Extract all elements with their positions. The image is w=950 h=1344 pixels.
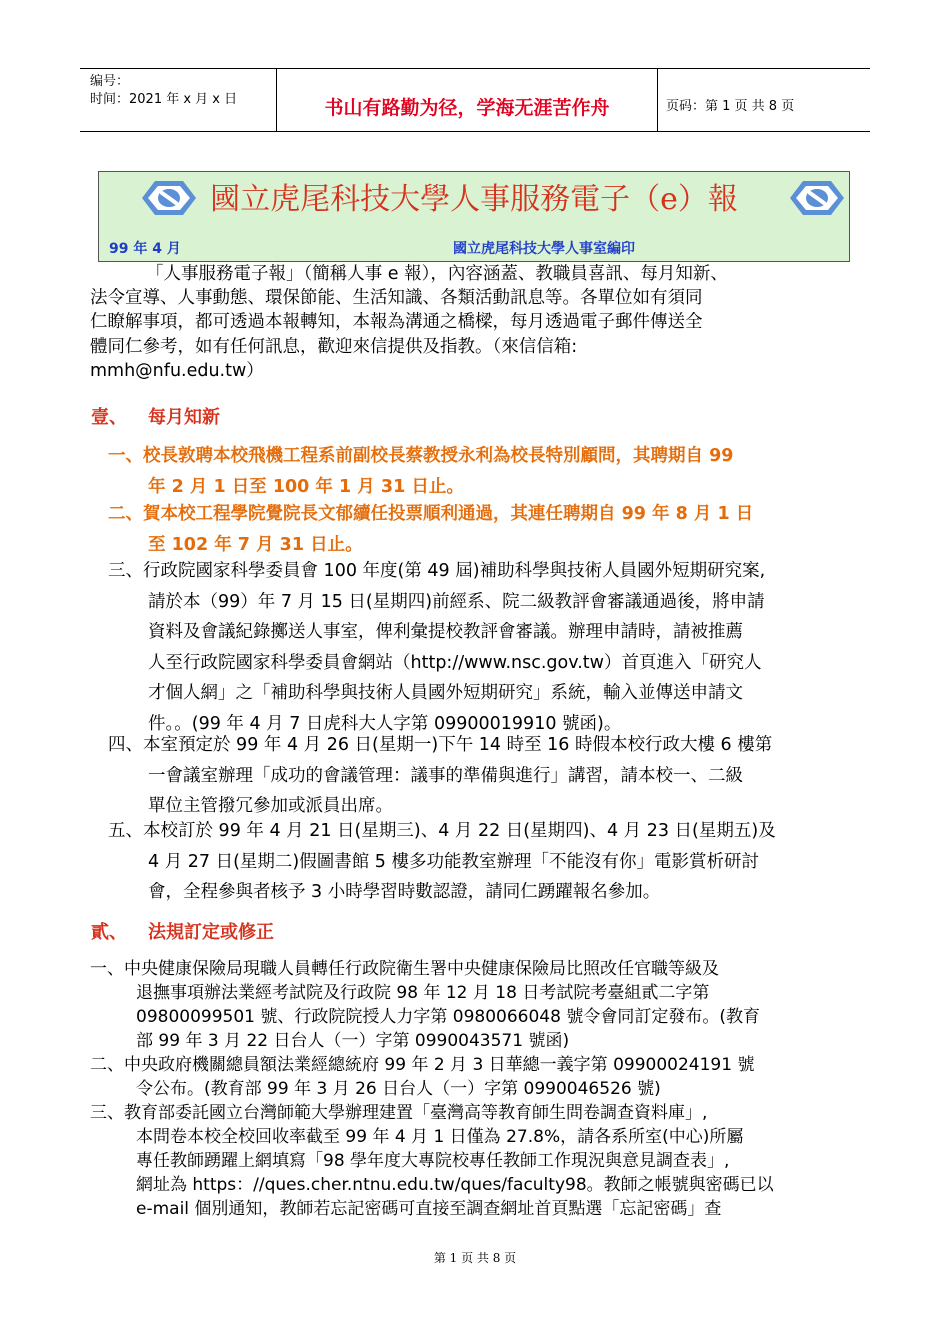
issue-date: 99 年 4 月 xyxy=(109,241,181,257)
item-line: 三、行政院國家科學委員會 100 年度(第 49 屆)補助科學與技術人員國外短期研究案, xyxy=(108,561,766,581)
item-line: 部 99 年 3 月 22 日台人（一）字第 0990043571 號函) xyxy=(136,1031,570,1051)
item-line: 退撫事項辦法業經考試院及行政院 98 年 12 月 18 日考試院考臺組貳二字第 xyxy=(136,983,710,1003)
item-line: 請於本（99）年 7 月 15 日(星期四)前經系、院二級教評會審議通過後，將申請 xyxy=(148,591,765,612)
newsletter-title: 國立虎尾科技大學人事服務電子（e）報 xyxy=(210,182,738,217)
item-line: 件。。(99 年 4 月 7 日虎科大人字第 09900019910 號函)。 xyxy=(148,713,622,734)
section-number: 壹、 xyxy=(91,407,127,428)
newsletter-masthead xyxy=(98,171,850,262)
list-item xyxy=(108,499,872,560)
item-line: 一會議室辦理「成功的會議管理：議事的準備與進行」講習，請本校一、二級 xyxy=(148,765,743,786)
section-number: 貳、 xyxy=(91,922,127,943)
item-line: 至 102 年 7 月 31 日止。 xyxy=(148,534,363,555)
item-line: 一、中央健康保險局現職人員轉任行政院衛生署中央健康保險局比照改任官職等級及 xyxy=(90,959,719,979)
item-line: 二、賀本校工程學院覺院長文郁續任投票順利通過，其連任聘期自 99 年 8 月 1 日 xyxy=(108,504,754,524)
item-line: 網址為 https：//ques.cher.ntnu.edu.tw/ques/faculty98。教師之帳號與密碼已以 xyxy=(136,1175,774,1195)
item-line: 人至行政院國家科學委員會網站（http://www.nsc.gov.tw）首頁進入「研究人 xyxy=(148,652,762,673)
editor-credit: 國立虎尾科技大學人事室編印 xyxy=(453,241,635,257)
intro-line: 「人事服務電子報」（簡稱人事 e 報），內容涵蓋、教職員喜訊、每月知新、 xyxy=(146,264,728,284)
item-line: e-mail 個別通知，教師若忘記密碼可直接至調查網址首頁點選「忘記密碼」查 xyxy=(136,1199,722,1219)
header-time: 时间：2021 年 x 月 x 日 xyxy=(90,92,238,107)
item-line: 4 月 27 日(星期二)假圖書館 5 樓多功能教室辦理「不能沒有你」電影賞析研討 xyxy=(148,851,760,872)
item-line: 五、本校訂於 99 年 4 月 21 日(星期三)、4 月 22 日(星期四)、4 月 23 日(星期五)及 xyxy=(108,821,776,841)
header-motto: 书山有路勤为径，学海无涯苦作舟 xyxy=(324,97,610,119)
header-page-info: 页码：第 1 页 共 8 页 xyxy=(666,99,795,114)
section-title: 每月知新 xyxy=(148,407,220,428)
item-line: 才個人網」之「補助科學與技術人員國外短期研究」系統，輸入並傳送申請文 xyxy=(148,683,743,703)
header-motto-cell xyxy=(277,69,658,131)
list-item xyxy=(90,1101,870,1221)
page-footer: 第 1 页 共 8 页 xyxy=(433,1251,517,1265)
item-line: 令公布。(教育部 99 年 3 月 26 日台人（一）字第 0990046526 號) xyxy=(136,1079,661,1099)
page-header xyxy=(80,68,870,132)
header-page-cell xyxy=(658,69,870,131)
intro-line: 體同仁參考，如有任何訊息，歡迎來信提供及指教。（來信信箱: xyxy=(90,336,578,357)
item-line: 四、本室預定於 99 年 4 月 26 日(星期一)下午 14 時至 16 時假本校行政大樓 6 樓第 xyxy=(108,735,773,755)
header-number: 编号： xyxy=(90,74,130,89)
section-heading xyxy=(91,403,220,429)
item-line: 專任教師踴躍上網填寫「98 學年度大專院校專任教師工作現況與意見調查表」, xyxy=(136,1151,730,1171)
intro-line: 仁瞭解事項，都可透過本報轉知，本報為溝通之橋樑，每月透過電子郵件傳送全 xyxy=(90,312,703,333)
item-line: 一、校長敦聘本校飛機工程系前副校長蔡教授永利為校長特別顧問，其聘期自 99 xyxy=(108,446,734,466)
list-item xyxy=(108,816,872,908)
list-item xyxy=(90,957,870,1053)
section-title: 法規訂定或修正 xyxy=(148,922,274,943)
university-logo-icon xyxy=(789,180,845,216)
list-item xyxy=(90,1053,870,1101)
list-item xyxy=(108,556,872,739)
section-heading xyxy=(91,918,274,944)
header-meta-cell xyxy=(80,69,277,131)
list-item xyxy=(108,441,872,502)
item-line: 單位主管撥冗參加或派員出席。 xyxy=(148,796,393,816)
list-item xyxy=(108,730,872,822)
item-line: 年 2 月 1 日至 100 年 1 月 31 日止。 xyxy=(148,476,464,497)
intro-paragraph xyxy=(90,262,866,383)
item-line: 09800099501 號、行政院院授人力字第 0980066048 號令會同訂定發布。(教育 xyxy=(136,1007,760,1027)
item-line: 二、中央政府機關總員額法業經總統府 99 年 2 月 3 日華總一義字第 09900024191 號 xyxy=(90,1055,755,1075)
intro-line: mmh@nfu.edu.tw） xyxy=(90,360,264,381)
intro-line: 法令宣導、人事動態、環保節能、生活知識、各類活動訊息等。各單位如有須同 xyxy=(90,288,703,309)
item-line: 本問卷本校全校回收率截至 99 年 4 月 1 日僅為 27.8%，請各系所室(中心)所屬 xyxy=(136,1127,744,1147)
item-line: 資料及會議紀錄擲送人事室，俾利彙提校教評會審議。辦理申請時，請被推薦 xyxy=(148,622,743,642)
item-line: 三、教育部委託國立台灣師範大學辦理建置「臺灣高等教育師生問卷調查資料庫」, xyxy=(90,1103,708,1123)
item-line: 會，全程參與者核予 3 小時學習時數認證，請同仁踴躍報名參加。 xyxy=(148,882,661,902)
